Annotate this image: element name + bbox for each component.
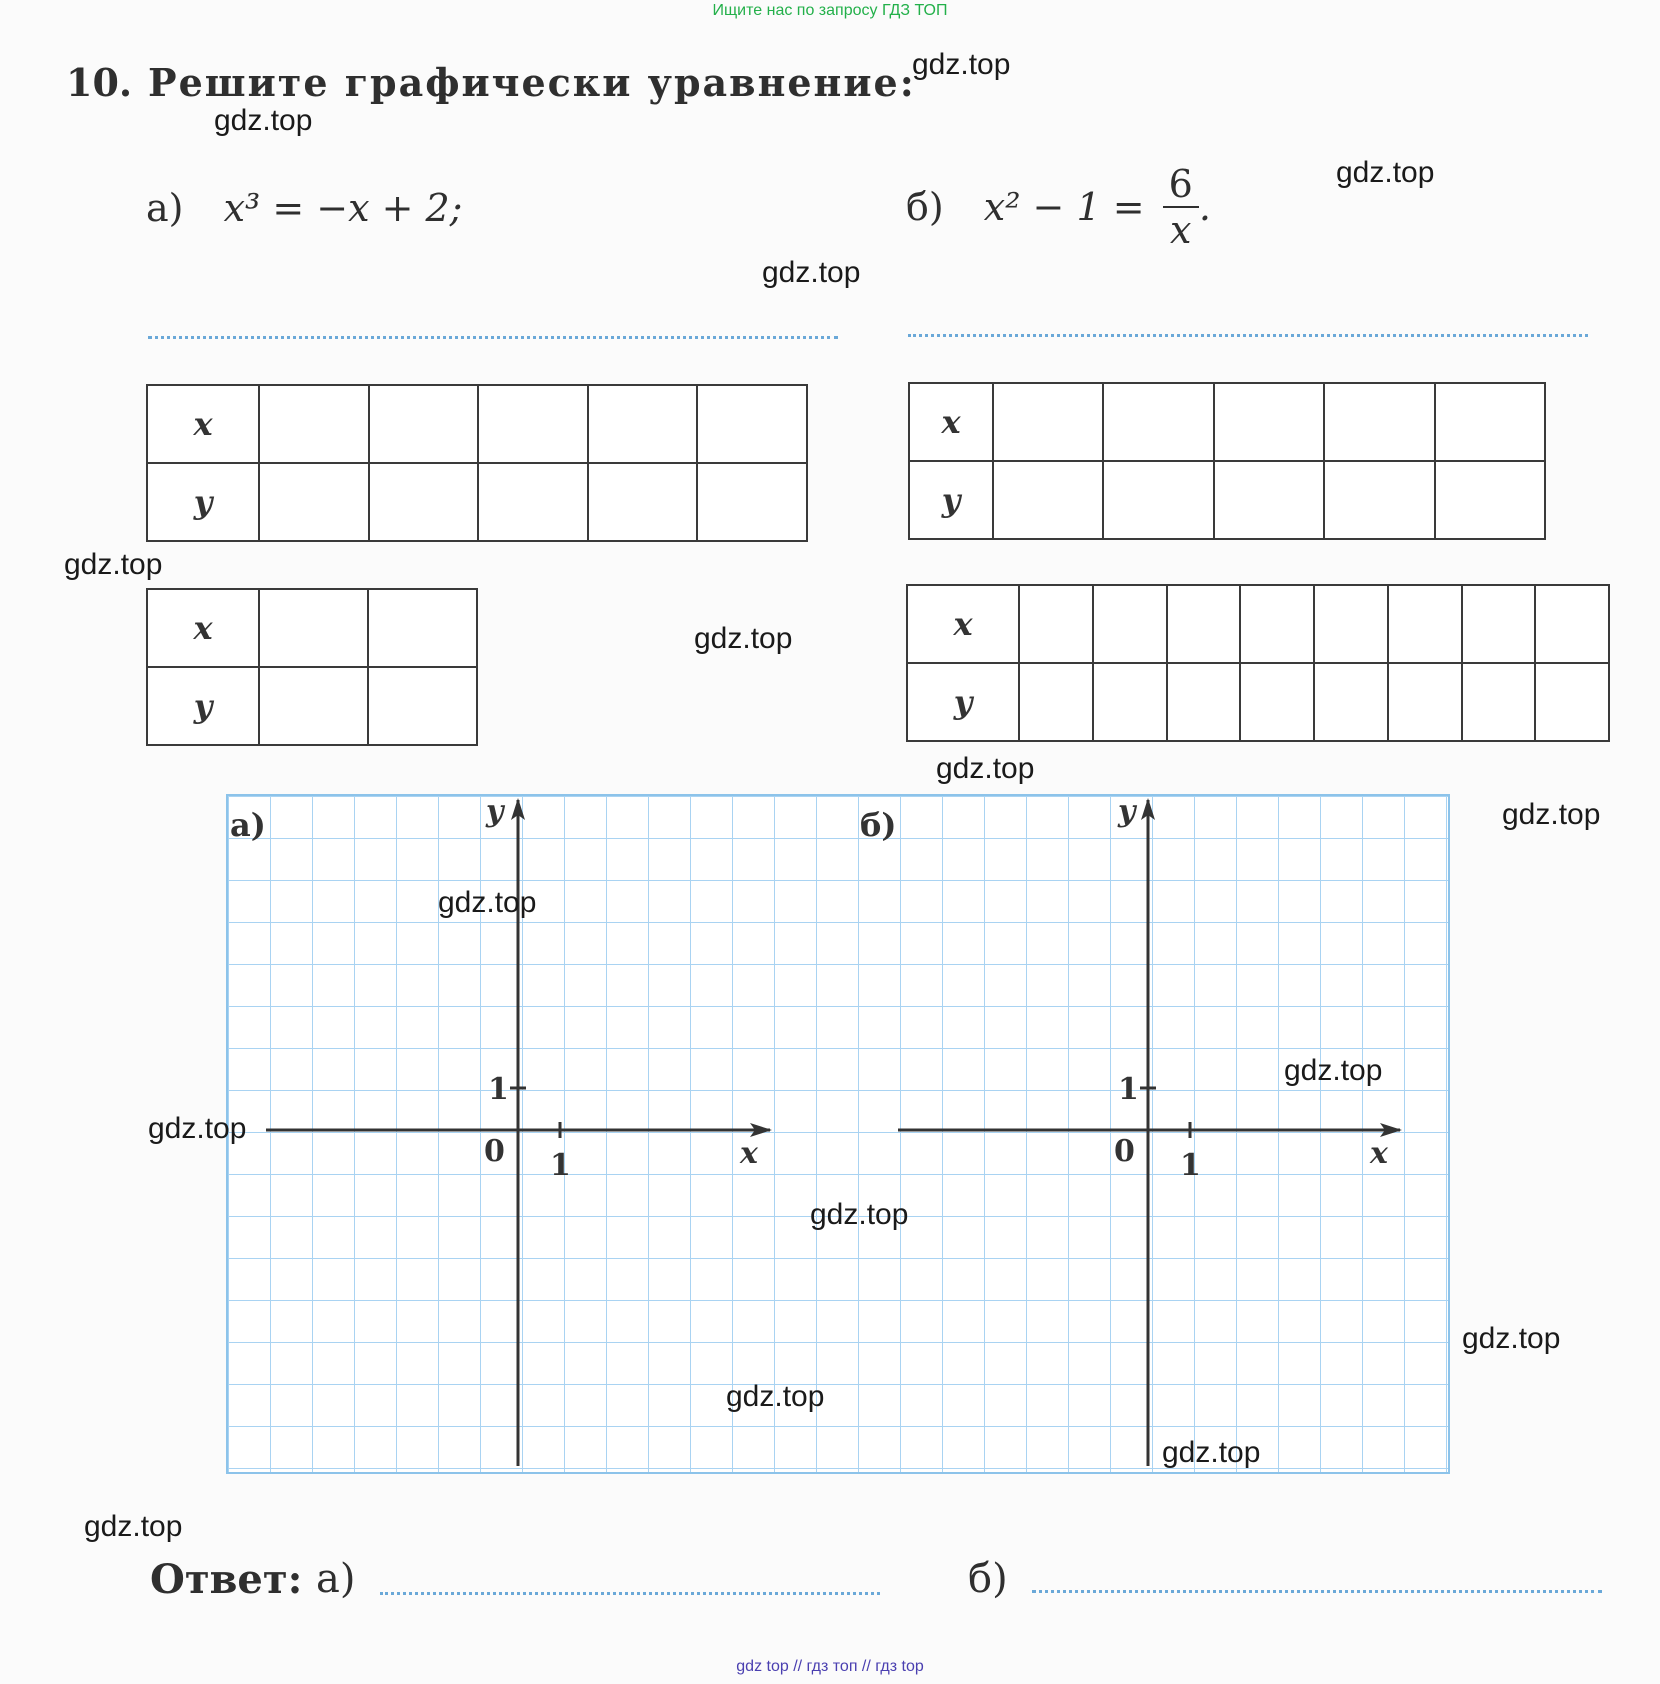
watermark: gdz.top xyxy=(84,1510,183,1543)
y-unit-a-label: 1 xyxy=(488,1072,509,1107)
watermark: gdz.top xyxy=(726,1380,825,1413)
table-header-x: x xyxy=(147,589,259,667)
table-header-x: x xyxy=(909,383,993,461)
watermark: gdz.top xyxy=(912,48,1011,81)
table-header-x: x xyxy=(147,385,259,463)
answer-a-label: а) xyxy=(316,1556,356,1602)
watermark: gdz.top xyxy=(64,548,163,581)
watermark: gdz.top xyxy=(762,256,861,289)
table-header-y: y xyxy=(147,667,259,745)
y-axis-a-label: y xyxy=(486,794,504,829)
x-unit-b-label: 1 xyxy=(1180,1148,1201,1183)
bottom-banner: gdz top // гдз топ // гдз top xyxy=(736,1658,924,1675)
watermark: gdz.top xyxy=(810,1198,909,1231)
watermark: gdz.top xyxy=(936,752,1035,785)
equation-a-label: а) xyxy=(146,186,184,230)
equation-b-label: б) xyxy=(906,185,944,229)
watermark: gdz.top xyxy=(694,622,793,655)
graph-a-label: а) xyxy=(230,806,266,844)
origin-b-label: 0 xyxy=(1114,1134,1135,1169)
equation-a-text: x³ = −x + 2; xyxy=(223,186,463,230)
watermark: gdz.top xyxy=(438,886,537,919)
origin-a-label: 0 xyxy=(484,1134,505,1169)
fraction-numerator: 6 xyxy=(1163,162,1199,208)
table-header-y: y xyxy=(147,463,259,541)
equation-b-left: x² − 1 = xyxy=(983,185,1145,229)
graph-b-label: б) xyxy=(860,806,897,844)
answer-label: Ответ: xyxy=(150,1556,303,1603)
answer-b-line[interactable] xyxy=(1032,1590,1602,1593)
task-title: Решите графически уравнение: xyxy=(148,60,916,105)
watermark: gdz.top xyxy=(1462,1322,1561,1355)
watermark: gdz.top xyxy=(1336,156,1435,189)
table-header-y: y xyxy=(909,461,993,539)
table-header-y: y xyxy=(907,663,1019,741)
answer-b-label: б) xyxy=(968,1556,1008,1602)
top-banner: Ищите нас по запросу ГДЗ ТОП xyxy=(712,2,948,19)
watermark: gdz.top xyxy=(1284,1054,1383,1087)
answer-a-line[interactable] xyxy=(380,1592,880,1595)
x-unit-a-label: 1 xyxy=(550,1148,571,1183)
watermark: gdz.top xyxy=(1502,798,1601,831)
task-number: 10. xyxy=(66,60,133,105)
table-header-x: x xyxy=(907,585,1019,663)
x-axis-b-label: x xyxy=(1370,1136,1388,1171)
equation-b-end: . xyxy=(1198,185,1211,229)
x-axis-a-label: x xyxy=(740,1136,758,1171)
watermark: gdz.top xyxy=(148,1112,247,1145)
y-axis-b-label: y xyxy=(1118,794,1136,829)
y-unit-b-label: 1 xyxy=(1118,1072,1139,1107)
watermark: gdz.top xyxy=(214,104,313,137)
watermark: gdz.top xyxy=(1162,1436,1261,1469)
fraction-denominator: x xyxy=(1170,208,1192,252)
